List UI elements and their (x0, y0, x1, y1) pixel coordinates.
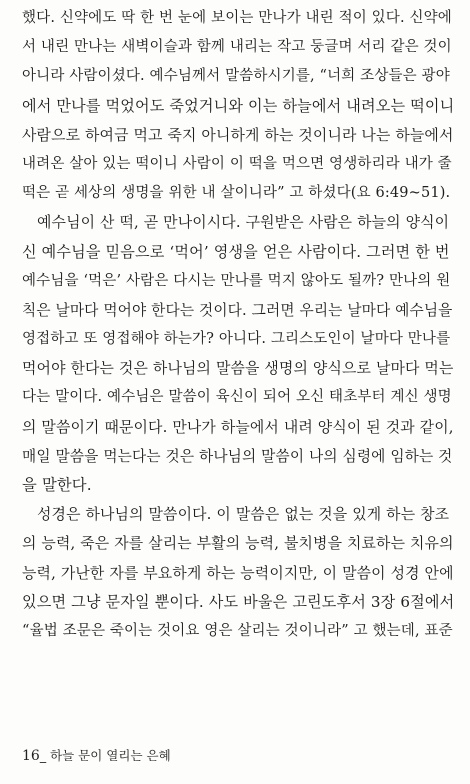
text-line: 서 내린 만나는 새벽이슬과 함께 내리는 작고 둥글며 서리 같은 것이 (22, 39, 452, 56)
text-line: 영접하고 또 영접해야 하는가? 아니다. 그리스도인이 날마다 만나를 (22, 331, 451, 348)
paragraph-3 (22, 500, 454, 646)
footer-separator: _ (39, 748, 47, 763)
text-line: 의 말씀이기 때문이다. 만나가 하늘에서 내려 양식이 된 것과 같이, (22, 417, 454, 436)
text-line: 의 능력, 죽은 자를 살리는 부활의 능력, 불치병을 치료하는 치유의 (22, 534, 454, 553)
running-title: 하늘 문이 열리는 은혜 (50, 748, 171, 763)
text-line: 떡은 곧 세상의 생명을 위한 내 살이니라” 고 하셨다(요 6:49~51). (22, 185, 451, 202)
page-footer (22, 746, 171, 764)
text-line: 예수님이 산 떡, 곧 만나이시다. 구원받은 사람은 하늘의 양식이 (37, 213, 450, 232)
text-line: 내려온 살아 있는 떡이니 사람이 이 떡을 먹으면 영생하리라 내가 줄 (22, 155, 452, 172)
text-line: 매일 말씀을 먹는다는 것은 하나님의 말씀이 나의 심령에 임하는 것 (22, 447, 453, 465)
text-line: 신 예수님을 믿음으로 ‘먹어’ 영생을 얻은 사람이다. 그러면 한 번 (22, 242, 450, 261)
text-line: 사람으로 하여금 먹고 죽지 아니하게 하는 것이니라 나는 하늘에서 (22, 125, 454, 144)
text-line: 을 말한다. (22, 476, 92, 494)
text-line: 예수님을 ‘먹은’ 사람은 다시는 만나를 먹지 않아도 될까? 만나의 원 (22, 272, 451, 289)
text-line: “율법 조문은 죽이는 것이요 영은 살리는 것이니라” 고 했는데, 표준 (22, 622, 453, 639)
text-line: 성경은 하나님의 말씀이다. 이 말씀은 없는 것을 있게 하는 창조 (37, 505, 450, 524)
page-body (22, 4, 454, 646)
text-line: 했다. 신약에도 딱 한 번 눈에 보이는 만나가 내린 적이 있다. 신약에 (22, 10, 452, 26)
text-line: 칙은 날마다 먹어야 한다는 것이다. 그러면 우리는 날마다 예수님을 (22, 301, 453, 319)
text-line: 있으면 그냥 문자일 뿐이다. 사도 바울은 고린도후서 3장 6절에서 (22, 592, 455, 611)
paragraph-1 (22, 4, 454, 208)
text-line: 에서 만나를 먹었어도 죽었거니와 이는 하늘에서 내려오는 떡이니 (22, 96, 455, 115)
paragraph-2 (22, 208, 454, 500)
text-line: 능력, 가난한 자를 부요하게 하는 능력이지만, 이 말씀이 성경 안에 (22, 563, 454, 582)
text-line: 먹어야 한다는 것은 하나님의 말씀을 생명의 양식으로 날마다 먹는 (22, 359, 454, 378)
text-line: 다는 말이다. 예수님은 말씀이 육신이 되어 오신 태초부터 계신 생명 (22, 389, 452, 406)
page-number: 16 (22, 748, 40, 764)
text-line: 아니라 사람이셨다. 예수님께서 말씀하시기를, “너희 조상들은 광야 (22, 68, 450, 85)
